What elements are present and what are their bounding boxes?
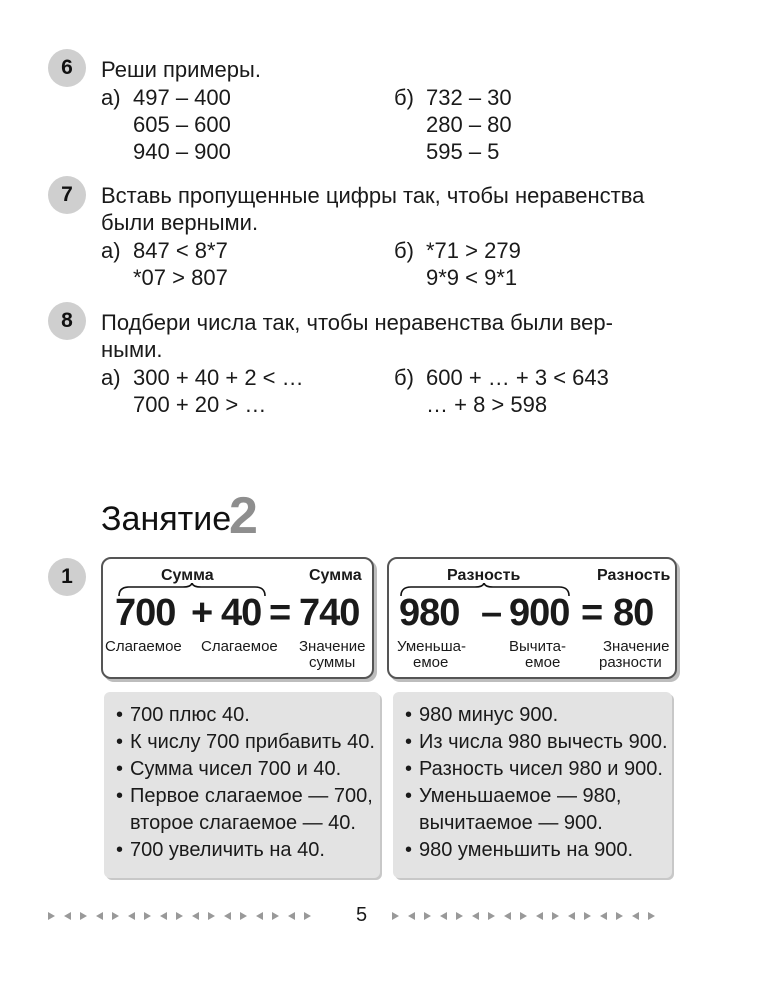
example: *07 > 807	[133, 265, 228, 290]
result-label: суммы	[309, 654, 356, 671]
sum-phrasing-card	[104, 692, 380, 878]
example: 605 – 600	[133, 112, 231, 137]
list-item: • Из числа 980 вычесть 900.	[405, 731, 668, 753]
expr-operator: =	[269, 592, 291, 634]
phrasing-list	[405, 702, 668, 864]
column-a-label: а)	[101, 238, 121, 263]
brace-label: Сумма	[161, 567, 214, 584]
example: 497 – 400	[133, 85, 231, 110]
example: 847 < 8*7	[133, 238, 228, 263]
task-number-badge: 6	[48, 49, 86, 87]
list-item: • Разность чисел 980 и 900.	[405, 758, 663, 780]
list-item: второе слагаемое — 40.	[130, 812, 356, 834]
footer-right-ornament	[392, 912, 655, 920]
result-label: разности	[599, 654, 662, 671]
task-instruction: ными.	[101, 337, 163, 362]
list-item: • Сумма чисел 700 и 40.	[116, 758, 342, 780]
list-item: • Уменьшаемое — 980,	[405, 785, 622, 807]
phrasing-list	[116, 702, 375, 864]
expr-operator: +	[191, 592, 213, 634]
example: 600 + … + 3 < 643	[426, 365, 609, 390]
list-item: • 700 увеличить на 40.	[116, 839, 325, 861]
example: 732 – 30	[426, 85, 512, 110]
lesson-number: 2	[229, 487, 258, 545]
term-label: емое	[413, 654, 449, 671]
term-label: емое	[525, 654, 561, 671]
lesson-title: Занятие	[101, 500, 232, 538]
example: 9*9 < 9*1	[426, 265, 518, 290]
example: 700 + 20 > …	[133, 392, 267, 417]
result-label: Значение	[299, 638, 366, 655]
difference-phrasing-card	[393, 692, 672, 878]
expr-term: 900	[509, 592, 570, 634]
result-label: Значение	[603, 638, 670, 655]
task-instruction: Подбери числа так, чтобы неравенства были вер-	[101, 310, 613, 335]
list-item: • 980 уменьшить на 900.	[405, 839, 634, 861]
list-item: • 700 плюс 40.	[116, 704, 250, 726]
example: 280 – 80	[426, 112, 512, 137]
expr-term: 980	[399, 592, 460, 634]
list-item: вычитаемое — 900.	[419, 812, 603, 834]
term-label: Слагаемое	[105, 638, 182, 655]
right-label: Сумма	[309, 567, 362, 584]
column-b-label: б)	[394, 238, 414, 263]
example: *71 > 279	[426, 238, 521, 263]
list-item: • Первое слагаемое — 700,	[116, 785, 373, 807]
term-label: Вычита-	[509, 638, 567, 655]
difference-definition-box	[387, 557, 677, 679]
column-a-label: а)	[101, 365, 121, 390]
column-a-label: а)	[101, 85, 121, 110]
task-instruction: Вставь пропущенные цифры так, чтобы неравенства	[101, 183, 645, 208]
expr-term: 40	[221, 592, 262, 634]
example: 940 – 900	[133, 139, 231, 164]
task-number-badge: 7	[48, 176, 86, 214]
right-label: Разность	[597, 567, 671, 584]
task-instruction: Реши примеры.	[101, 57, 261, 82]
example: … + 8 > 598	[426, 392, 548, 417]
term-label: Уменьша-	[397, 638, 466, 655]
expr-term: 700	[115, 592, 176, 634]
task-number-badge: 8	[48, 302, 86, 340]
brace-label: Разность	[447, 567, 521, 584]
expr-operator: –	[481, 592, 502, 634]
list-item: • 980 минус 900.	[405, 704, 559, 726]
expr-operator: =	[581, 592, 603, 634]
footer-left-ornament	[48, 912, 311, 920]
expr-result: 80	[613, 592, 654, 634]
column-b-label: б)	[394, 85, 414, 110]
example: 595 – 5	[426, 139, 500, 164]
list-item: • К числу 700 прибавить 40.	[116, 731, 375, 753]
sum-definition-box	[101, 557, 374, 679]
column-b-label: б)	[394, 365, 414, 390]
task-number-badge: 1	[48, 558, 86, 596]
page-number: 5	[356, 904, 368, 926]
task-instruction: были верными.	[101, 210, 259, 235]
example: 300 + 40 + 2 < …	[133, 365, 304, 390]
term-label: Слагаемое	[201, 638, 278, 655]
expr-result: 740	[299, 592, 360, 634]
